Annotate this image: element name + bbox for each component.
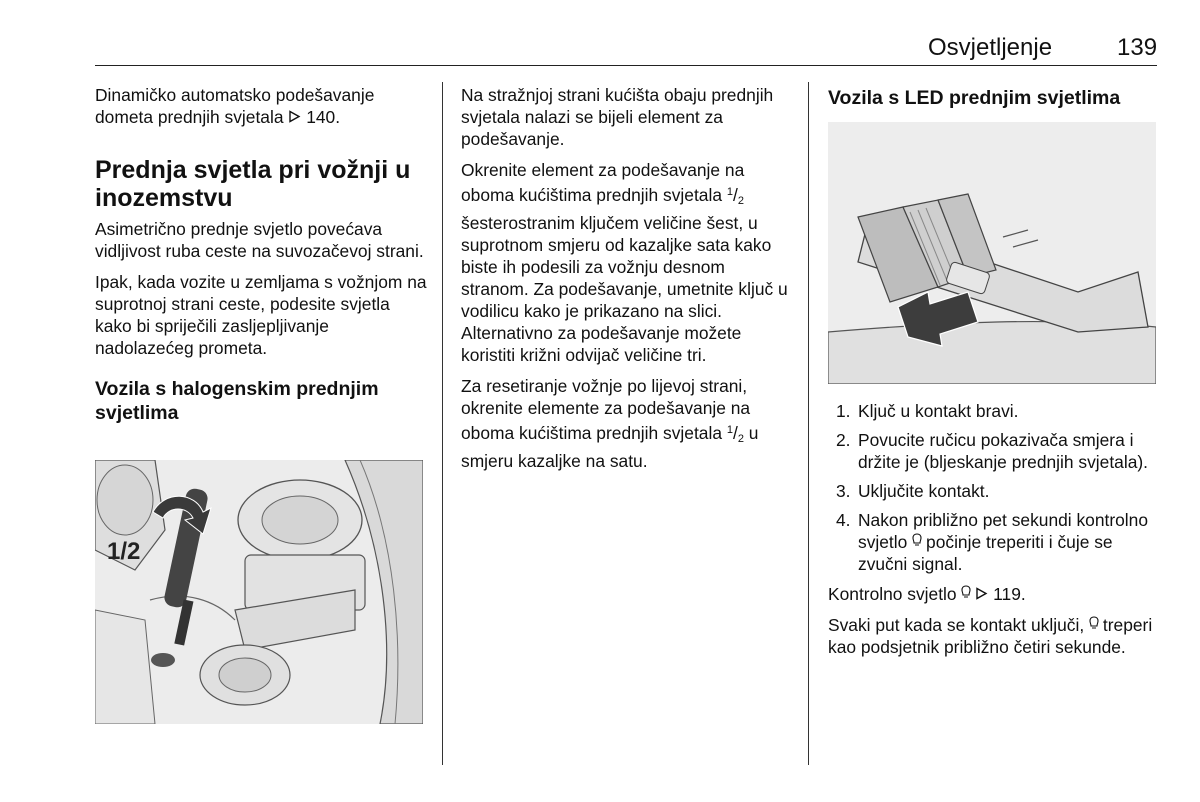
- fraction-one-half: $^1/_2$: [726, 423, 744, 445]
- headlight-indicator-icon: [912, 534, 926, 550]
- paragraph: Kontrolno svjetlo 119.: [828, 584, 1026, 604]
- header-rule: [95, 65, 1157, 66]
- column-2: [461, 84, 796, 481]
- column-divider-2: [808, 82, 809, 765]
- intro-paragraph: Dinamičko automatsko podešavanje dometa prednjih svjetala 140.: [95, 85, 375, 127]
- paragraph: Okrenite element za podešavanje na oboma kućištima prednjih svjetala $^1/_2$ šesterostranim ključem veličine šest, u suprotnom smjeru od kazaljke sata kako biste ih podesili za vožnju desnom stranom. Za podešavanje, umetnite ključ u vodilicu kako je prikazano na slici. Alternativno za podešavanje možete koristiti križni odvijač veličine tri.: [461, 160, 788, 365]
- column-3-text: [828, 400, 1158, 667]
- list-item: 4. Nakon približno pet sekundi kontrolno svjetlo počinje treperiti i čuje se zvučni signal.: [836, 510, 1149, 574]
- page-reference-arrow-icon: [288, 106, 301, 128]
- section-title: Osvjetljenje: [928, 34, 1053, 61]
- column-1: [95, 84, 429, 436]
- fraction-one-half: $^1/_2$: [726, 185, 744, 207]
- intro-page-ref: 140.: [306, 107, 341, 127]
- led-stalk-figure: [828, 122, 1156, 384]
- headlight-indicator-icon: [961, 586, 975, 602]
- paragraph: Asimetrično prednje svjetlo povećava vidljivost ruba ceste na suvozačevoj strani.: [95, 219, 424, 261]
- figure-label: 1/2: [107, 538, 141, 565]
- column-divider-1: [442, 82, 443, 765]
- paragraph: Ipak, kada vozite u zemljama s vožnjom na suprotnoj strani ceste, podesite svjetla kako bi spriječili zasljepljivanje nadolazećeg prometa.: [95, 272, 427, 358]
- paragraph: Za resetiranje vožnje po lijevoj strani, okrenite elemente za podešavanje na oboma kućištima prednjih svjetala $^1/_2$ u smjeru kazaljke na satu.: [461, 376, 759, 471]
- control-page-ref: 119.: [993, 584, 1026, 604]
- halogen-adjustment-figure: [95, 460, 423, 724]
- list-item: 3. Uključite kontakt.: [836, 481, 990, 501]
- subsection-heading: Vozila s halogenskim prednjim svjetlima: [95, 378, 379, 424]
- column-3: [828, 86, 1158, 121]
- paragraph: Na stražnjoj strani kućišta obaju prednjih svjetala nalazi se bijeli element za podešavanje.: [461, 85, 774, 149]
- steps-list: [828, 400, 1158, 575]
- page-number: 139: [1117, 34, 1158, 61]
- list-item: 1. Ključ u kontakt bravi.: [836, 401, 1019, 421]
- halogen-illustration: [95, 460, 423, 724]
- headlight-indicator-icon: [1089, 617, 1103, 633]
- section-heading: Prednja svjetla pri vožnji u inozemstvu: [95, 156, 411, 212]
- subsection-heading: Vozila s LED prednjim svjetlima: [828, 87, 1121, 109]
- page-reference-arrow-icon: [975, 583, 988, 605]
- turn-signal-stalk-illustration: [828, 122, 1156, 384]
- list-item: 2. Povucite ručicu pokazivača smjera i držite je (bljeskanje prednjih svjetala).: [836, 430, 1148, 472]
- paragraph: Svaki put kada se kontakt uključi, treperi kao podsjetnik približno četiri sekunde.: [828, 615, 1153, 657]
